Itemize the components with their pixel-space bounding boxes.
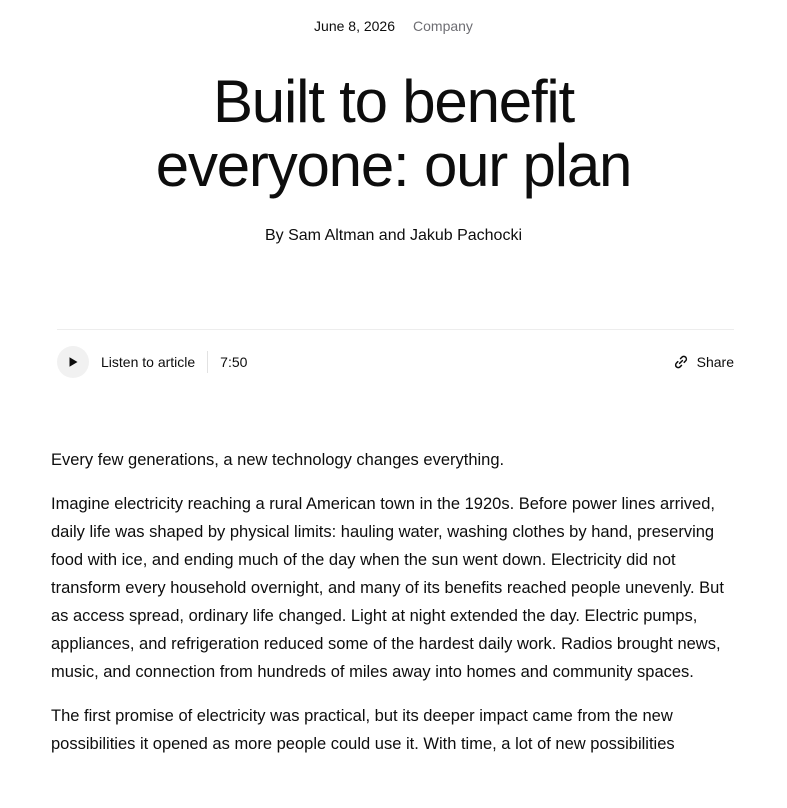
- page-title: [0, 70, 787, 198]
- share-button[interactable]: [673, 354, 734, 370]
- publish-date: June 8, 2026: [314, 18, 396, 34]
- article-body: [51, 446, 741, 774]
- article-meta: [0, 17, 787, 35]
- byline: By Sam Altman and Jakub Pachocki: [264, 227, 523, 244]
- title-line-1: Built to benefit: [212, 68, 575, 135]
- audio-duration: 7:50: [220, 354, 248, 370]
- body-paragraph: Every few generations, a new technology changes everything.: [51, 451, 505, 469]
- body-paragraph: The first promise of electricity was practical, but its deeper impact came from the new possibilities it opened as more people could use it. With time, a lot of new possibilities: [51, 707, 675, 753]
- audio-player: [57, 346, 734, 378]
- listen-label[interactable]: Listen to article: [101, 354, 196, 370]
- divider: [57, 329, 734, 330]
- play-icon: [67, 356, 79, 368]
- link-icon: [673, 354, 689, 370]
- title-line-2: everyone: our plan: [155, 132, 632, 199]
- share-label: Share: [696, 354, 734, 370]
- play-button[interactable]: [57, 346, 89, 378]
- body-paragraph: Imagine electricity reaching a rural American town in the 1920s. Before power lines arrived, daily life was shaped by physical limits: hauling water, washing clothes by hand, preserving food with ice, and ending much of the day when the sun went down. Electricity did not transform every household overnight, and many of its benefits reached people unevenly. But as access spread, ordinary life changed. Light at night extended the day. Electric pumps, appliances, and refrigeration reduced some of the hardest daily work. Radios brought news, music, and connection from hundreds of miles away into homes and community spaces.: [51, 495, 724, 681]
- player-separator: [207, 351, 208, 373]
- category-link[interactable]: Company: [413, 18, 473, 34]
